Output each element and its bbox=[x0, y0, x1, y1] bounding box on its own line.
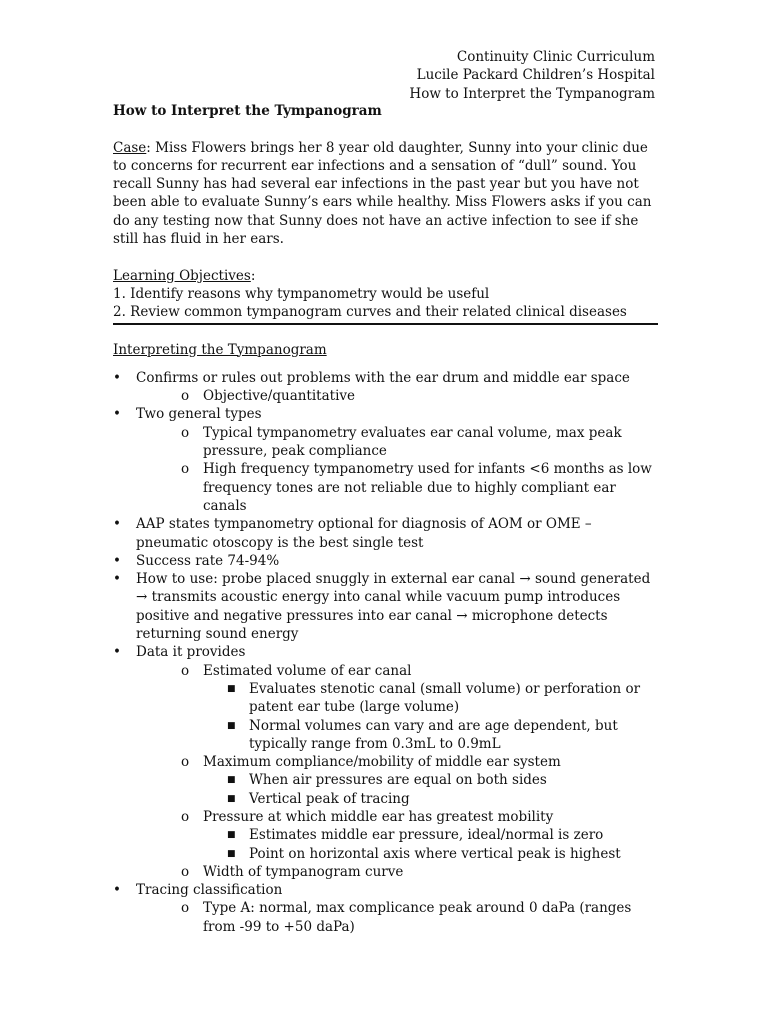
bullet-marker: o bbox=[181, 461, 190, 478]
bullet-marker: • bbox=[113, 644, 121, 661]
list-item: ■ When air pressures are equal on both sides bbox=[227, 772, 547, 789]
list-item: ■ Estimates middle ear pressure, ideal/normal is zero bbox=[227, 827, 604, 844]
list-item: • How to use: probe placed snuggly in external ear canal → sound generated → transmits acoustic energy into canal while vacuum pump introduces positive and negative pressures into ear canal → microphone detects returning sound energy bbox=[113, 571, 651, 643]
bullet-marker: o bbox=[181, 900, 190, 917]
objectives-heading: Learning Objectives: bbox=[113, 267, 256, 284]
section-divider bbox=[113, 323, 658, 325]
bullet-marker: ■ bbox=[227, 720, 236, 731]
bullet-marker: o bbox=[181, 863, 190, 880]
list-item: ■ Evaluates stenotic canal (small volume) or perforation or patent ear tube (large volume) bbox=[227, 680, 641, 716]
list-item: o Maximum compliance/mobility of middle ear system bbox=[181, 754, 561, 771]
page-header bbox=[409, 48, 655, 103]
bullet-marker: • bbox=[113, 571, 121, 588]
list-item: • Confirms or rules out problems with the ear drum and middle ear space bbox=[113, 369, 630, 386]
header-curriculum: Continuity Clinic Curriculum bbox=[456, 49, 655, 65]
bullet-marker: o bbox=[181, 808, 190, 825]
bullet-marker: • bbox=[113, 406, 121, 423]
bullet-marker: ■ bbox=[227, 848, 236, 859]
list-item: • Success rate 74-94% bbox=[113, 552, 280, 569]
list-item: • Two general types bbox=[113, 406, 262, 423]
bullet-marker: o bbox=[181, 754, 190, 771]
case-text: : Miss Flowers brings her 8 year old daughter, Sunny into your clinic due to concerns for recurrent ear infections and a sensation of “dull” sound. You recall Sunny has had several ear infections in the past year but you have not been able to evaluate Sunny’s ears while healthy. Miss Flowers asks if you can do any testing now that Sunny does not have an active infection to see if she still has fluid in her ears. bbox=[113, 139, 652, 248]
list-item: • Tracing classification bbox=[113, 882, 283, 899]
list-item: o Estimated volume of ear canal bbox=[181, 662, 412, 679]
bullet-marker: o bbox=[181, 424, 190, 441]
list-item: ■ Vertical peak of tracing bbox=[227, 790, 410, 807]
bullet-marker: ■ bbox=[227, 793, 236, 804]
document-title: How to Interpret the Tympanogram bbox=[113, 103, 382, 119]
bullet-list bbox=[113, 369, 658, 936]
list-item: • AAP states tympanometry optional for diagnosis of AOM or OME – pneumatic otoscopy is the best single test bbox=[113, 516, 592, 551]
list-item: o Objective/quantitative bbox=[181, 388, 356, 405]
bullet-marker: ■ bbox=[227, 830, 236, 841]
bullet-marker: ■ bbox=[227, 683, 236, 694]
bullet-marker: • bbox=[113, 369, 121, 386]
list-item: • Data it provides bbox=[113, 644, 246, 661]
section-heading: Interpreting the Tympanogram bbox=[113, 341, 327, 358]
bullet-marker: • bbox=[113, 552, 121, 569]
list-item: ■ Normal volumes can vary and are age dependent, but typically range from 0.3mL to 0.9mL bbox=[227, 717, 618, 752]
list-item: o Width of tympanogram curve bbox=[181, 863, 404, 880]
list-item: ■ Point on horizontal axis where vertical peak is highest bbox=[227, 845, 621, 862]
case-label: Case bbox=[113, 139, 147, 156]
bullet-marker: ■ bbox=[227, 775, 236, 786]
bullet-marker: o bbox=[181, 388, 190, 405]
list-item: o High frequency tympanometry used for infants <6 months as low frequency tones are not reliable due to highly compliant ear canals bbox=[181, 461, 652, 514]
objectives-label: Learning Objectives bbox=[113, 267, 251, 284]
bullet-marker: • bbox=[113, 516, 121, 533]
header-topic: How to Interpret the Tympanogram bbox=[409, 85, 655, 102]
objective-item: 1. Identify reasons why tympanometry would be useful bbox=[113, 285, 490, 302]
list-item: o Typical tympanometry evaluates ear canal volume, max peak pressure, peak compliance bbox=[181, 424, 622, 460]
case-paragraph bbox=[113, 139, 658, 249]
document-body bbox=[113, 102, 658, 936]
header-hospital: Lucile Packard Children’s Hospital bbox=[416, 67, 655, 84]
list-item: o Type A: normal, max complicance peak around 0 daPa (ranges from -99 to +50 daPa) bbox=[181, 900, 632, 935]
objective-item: 2. Review common tympanogram curves and their related clinical diseases bbox=[113, 304, 627, 321]
list-item: o Pressure at which middle ear has greatest mobility bbox=[181, 808, 554, 825]
bullet-marker: • bbox=[113, 882, 121, 899]
bullet-marker: o bbox=[181, 662, 190, 679]
